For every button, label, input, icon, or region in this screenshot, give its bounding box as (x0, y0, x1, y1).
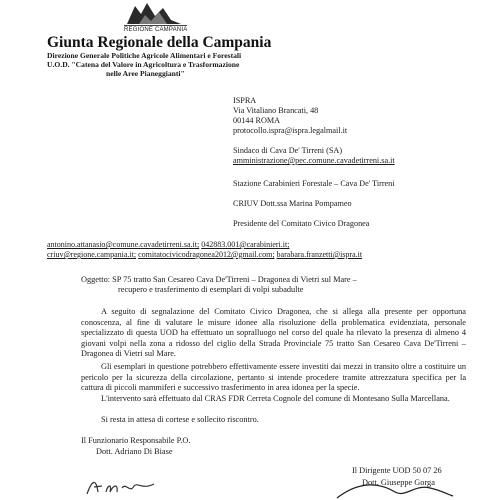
cc-email-carabinieri[interactable]: 042883.001@carabinieri.it; (201, 240, 290, 249)
subject-line-1: Oggetto: SP 75 tratto San Cesareo Cava De'Tirreni – Dragonea di Vietri sul Mare – (81, 275, 357, 284)
logo-label: REGIONE CAMPANIA (124, 27, 188, 33)
paragraph-1: A seguito di segnalazione del Comitato Civico Dragonea, che si allega alla presente per opportuna conoscenza, al fine di valutare le misure idonee alla risoluzione della problematica evidenziata, personale specializzato di questa UOD ha effettuato un sopralluogo nel corso del quale ha rilevato la presenza di almeno 4 giovani volpi nella zona a ridosso del ciglio della Strada Provinciale 75 tratto San Cesareo Cava De'Tirreni – Dragonea di Vietri sul Mare. (81, 307, 466, 359)
header-line-1: Direzione Generale Politiche Agricole Alimentari e Forestali (47, 51, 242, 60)
signatory-right-name: Dott. Giuseppe Gorga (362, 478, 435, 487)
organization-title: Giunta Regionale della Campania (47, 34, 272, 51)
recipient-comitato: Presidente del Comitato Civico Dragonea (233, 219, 370, 228)
regione-campania-logo (125, 0, 183, 26)
cc-email-criuv[interactable]: criuv@regione.campania.it; (47, 250, 137, 259)
paragraph-4: Si resta in attesa di cortese e sollecito riscontro. (101, 415, 259, 424)
paragraph-2: Gli esemplari in questione potrebbero effettivamente essere investiti dai mezzi in transito oltre a costituire un pericolo per la sicurezza della circolazione, pertanto si intende procedere tramite attrezzatura specifica per la cattura di piccoli mammiferi e successivo trasferimento in area idonea per la specie. (81, 362, 466, 393)
cc-email-comitato[interactable]: comitatocivicodragonea2012@gmail.com; (138, 250, 275, 259)
signatory-left-name: Dott. Adriano Di Biase (96, 447, 173, 456)
recipient-criuv: CRIUV Dott.ssa Marina Pompameo (233, 199, 352, 208)
signatory-left-role: Il Funzionario Responsabile P.O. (81, 436, 191, 445)
paragraph-3: L'intervento sarà effettuato dal CRAS FDR Cerreta Cognole del comune di Montesano Sulla Marcellana. (101, 394, 450, 403)
cc-line-1 (47, 240, 289, 249)
handwritten-signature-right (335, 478, 455, 500)
recipient-carabinieri: Stazione Carabinieri Forestale – Cava De' Tirreni (233, 179, 395, 188)
recipient-ispra: ISPRA (233, 96, 257, 105)
recipient-ispra-street: Via Vitaliano Brancati, 48 (233, 106, 319, 115)
recipient-ispra-city: 00144 ROMA (233, 116, 281, 125)
header-line-2: U.O.D. "Catena del Valore in Agricoltura e Trasformazione (47, 60, 240, 69)
header-line-3: nelle Aree Pianeggianti" (106, 69, 185, 78)
subject-line-2: recupero e trasferimento di esemplari di volpi subadulte (118, 285, 304, 294)
recipient-sindaco: Sindaco di Cava De' Tirreni (SA) (233, 146, 343, 155)
cc-line-2 (47, 250, 362, 259)
signatory-right-role: Il Dirigente UOD 50 07 26 (352, 466, 442, 475)
handwritten-signature-left (84, 474, 159, 498)
recipient-sindaco-email[interactable]: amministrazione@pec.comune.cavadetirreni.sa.it (233, 156, 395, 165)
cc-email-franzetti[interactable]: barabara.franzetti@ispra.it (276, 250, 363, 259)
cc-email-attanasio[interactable]: antonino.attanasio@comune.cavadetirreni.sa.it; (47, 240, 200, 249)
recipient-ispra-email: protocollo.ispra@ispra.legalmail.it (233, 126, 348, 135)
